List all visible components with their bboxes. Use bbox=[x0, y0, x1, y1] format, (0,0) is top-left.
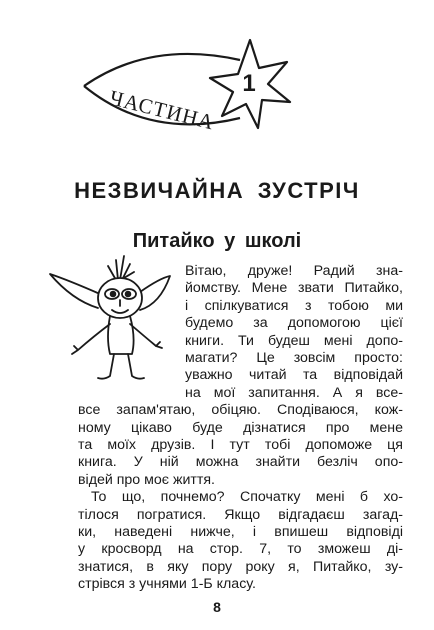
body-line: книги. Ти будеш мені допо- bbox=[185, 332, 403, 349]
body-line: у кросворд на стор. 7, то зможеш ді- bbox=[78, 541, 403, 558]
body-line: ному цікаво буде дізнатися про мене bbox=[78, 419, 403, 436]
body-line: Вітаю, друже! Радий зна- bbox=[185, 263, 403, 279]
comet-banner bbox=[0, 0, 434, 150]
body-line: тілося погратися. Якщо відгадаєш загад- bbox=[78, 506, 403, 523]
body-line: То що, почнемо? Спочатку мені б хо- bbox=[91, 489, 403, 506]
body-line: стрівся з учнями 1-Б класу. bbox=[78, 576, 256, 593]
page-number: 8 bbox=[213, 598, 221, 615]
body-line: все запам'ятаю, обіцяю. Сподіваюся, кож- bbox=[78, 402, 403, 419]
pitaiko-character-illustration bbox=[48, 250, 178, 390]
body-line: знатися, в яку пору року я, Питайко, зу- bbox=[78, 558, 403, 575]
body-line: на мої запитання. А я все- bbox=[185, 384, 403, 401]
body-line: ки, наведені нижче, і впишеш відповіді bbox=[78, 524, 403, 540]
body-line: книга. У ній можна знайти безліч опо- bbox=[78, 454, 403, 471]
part-label: ЧАСТИНА bbox=[107, 85, 217, 135]
body-line: будемо за допомогою цієї bbox=[185, 315, 403, 332]
chapter-title: НЕЗВИЧАЙНА ЗУСТРІЧ bbox=[74, 178, 360, 203]
section-title: Питайко у школі bbox=[132, 230, 302, 252]
body-line: уважно читай та відповідай bbox=[185, 367, 403, 384]
part-number: 1 bbox=[242, 70, 256, 97]
body-line: йомству. Мене звати Питайко, bbox=[185, 280, 403, 297]
body-line: і спілкуватися з тобою ми bbox=[185, 297, 403, 314]
body-line: магати? Це зовсім просто: bbox=[185, 350, 403, 366]
body-line: та моїх друзів. І тут тобі допоможе ця bbox=[78, 437, 403, 453]
body-line: відей про моє життя. bbox=[78, 471, 215, 488]
